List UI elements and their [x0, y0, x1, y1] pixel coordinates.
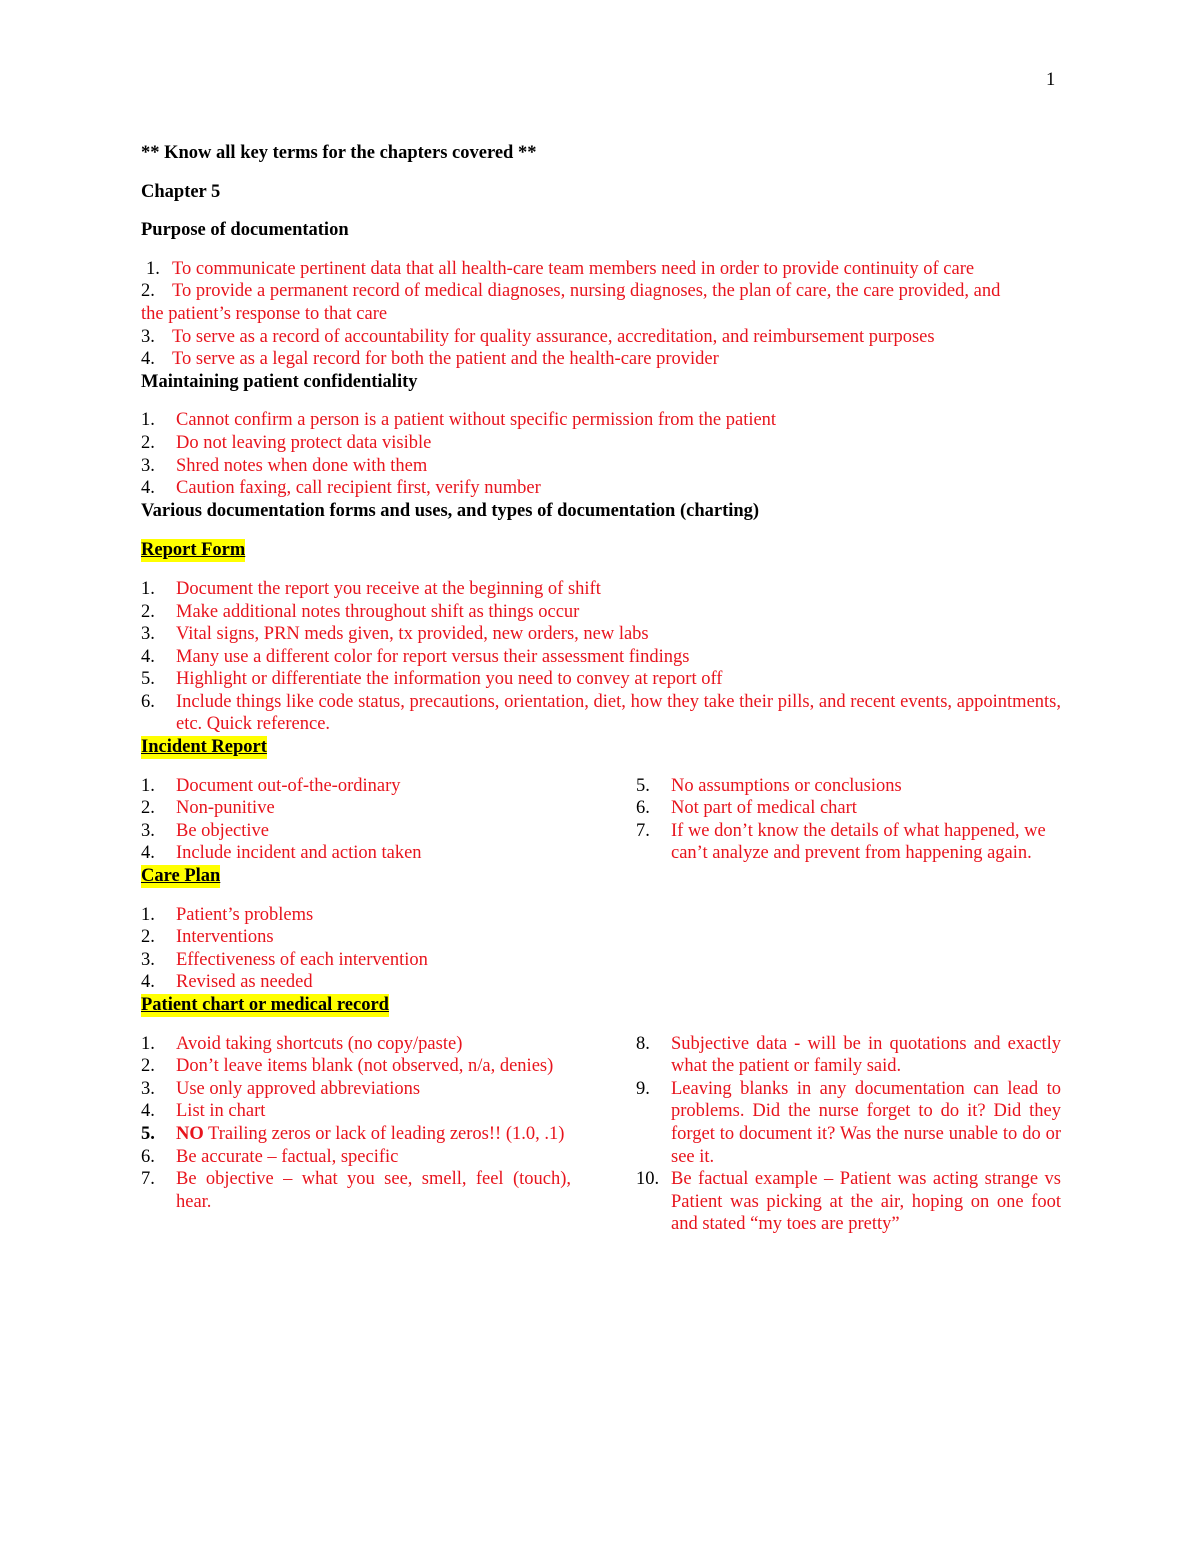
list-item: 2. To provide a permanent record of medical diagnoses, nursing diagnoses, the plan of care, the care provided, and	[141, 281, 1001, 302]
list-item: 8. Subjective data - will be in quotations and exactly what the patient or family said.	[636, 1033, 1061, 1077]
purpose-heading: Purpose of documentation	[141, 220, 349, 241]
list-item: 7. If we don’t know the details of what happened, we can’t analyze and prevent from happening again.	[636, 820, 1046, 864]
list-item: 4. Include incident and action taken	[141, 843, 422, 864]
list-item: 3. Shred notes when done with them	[141, 455, 428, 476]
care-plan-heading: Care Plan	[141, 866, 221, 887]
list-item: 1. Document out-of-the-ordinary	[141, 775, 401, 796]
care-plan-list	[141, 904, 1061, 994]
confidentiality-list	[141, 409, 1061, 499]
list-item: 5. NO Trailing zeros or lack of leading zeros!! (1.0, .1)	[141, 1123, 565, 1144]
list-item: 7. Be objective – what you see, smell, feel (touch), hear.	[141, 1169, 571, 1212]
list-item: 1. To communicate pertinent data that all health-care team members need in order to provide continuity of care	[146, 258, 975, 279]
incident-report-list-left	[141, 775, 571, 888]
list-item: 2. Don’t leave items blank (not observed, n/a, denies)	[141, 1056, 554, 1077]
list-item: 2. Interventions	[141, 927, 274, 948]
incident-report-columns	[141, 775, 1061, 888]
list-item: 1. Cannot confirm a person is a patient without specific permission from the patient	[141, 410, 777, 431]
list-item: 4. Revised as needed	[141, 972, 313, 993]
list-item: 5. No assumptions or conclusions	[636, 775, 902, 796]
list-item: 4. To serve as a legal record for both the patient and the health-care provider	[141, 349, 719, 370]
care-plan-heading-row	[141, 865, 571, 888]
report-form-heading: Report Form	[141, 540, 246, 561]
list-item: 9. Leaving blanks in any documentation can lead to problems. Did the nurse forget to do it? Did they forget to document it? Was the nurse unable to do or see it.	[636, 1078, 1061, 1167]
intro-note: ** Know all key terms for the chapters covered **	[141, 143, 537, 163]
list-item: 6. Be accurate – factual, specific	[141, 1146, 399, 1167]
incident-report-list-right	[636, 775, 1061, 888]
page-number: 1	[1046, 70, 1056, 90]
patient-chart-list-left	[141, 1033, 571, 1236]
list-item-continuation: the patient’s response to that care	[141, 303, 388, 324]
patient-chart-heading: Patient chart or medical record	[141, 995, 389, 1015]
document-body	[141, 142, 1061, 1236]
list-item: 6. Not part of medical chart	[636, 798, 857, 819]
list-item: 4. Caution faxing, call recipient first, verify number	[141, 478, 541, 499]
list-item: 3. To serve as a record of accountability for quality assurance, accreditation, and reimbursement purposes	[141, 326, 935, 347]
list-item: 3. Vital signs, PRN meds given, tx provided, new orders, new labs	[141, 624, 649, 645]
list-item: 3. Effectiveness of each intervention	[141, 949, 428, 970]
list-item: 2. Do not leaving protect data visible	[141, 432, 432, 453]
report-form-list	[141, 578, 1061, 736]
forms-heading: Various documentation forms and uses, and types of documentation (charting)	[141, 500, 760, 521]
list-item: 1. Document the report you receive at the beginning of shift	[141, 578, 601, 599]
purpose-list	[141, 258, 1061, 303]
list-item: 10. Be factual example – Patient was acting strange vs Patient was picking at the air, hoping on one foot and stated “my toes are pretty”	[636, 1169, 1061, 1235]
purpose-list-cont	[141, 326, 1061, 371]
list-item: 4. List in chart	[141, 1101, 266, 1122]
confidentiality-heading: Maintaining patient confidentiality	[141, 371, 418, 392]
list-item: 2. Make additional notes throughout shift as things occur	[141, 601, 580, 622]
list-item: 6. Include things like code status, precautions, orientation, diet, how they take their pills, and recent events, appointments, etc. Quick reference.	[141, 691, 1061, 735]
list-item: 3. Use only approved abbreviations	[141, 1078, 421, 1099]
list-item: 1. Patient’s problems	[141, 904, 314, 925]
list-item: 5. Highlight or differentiate the information you need to convey at report off	[141, 669, 723, 690]
patient-chart-list-right	[636, 1033, 1061, 1236]
incident-report-heading: Incident Report	[141, 737, 267, 758]
list-item: 4. Many use a different color for report versus their assessment findings	[141, 646, 690, 667]
patient-chart-columns	[141, 1033, 1061, 1236]
chapter-title: Chapter 5	[141, 181, 221, 202]
list-item: 2. Non-punitive	[141, 798, 275, 819]
list-item: 3. Be objective	[141, 820, 269, 841]
list-item: 1. Avoid taking shortcuts (no copy/paste)	[141, 1033, 463, 1054]
